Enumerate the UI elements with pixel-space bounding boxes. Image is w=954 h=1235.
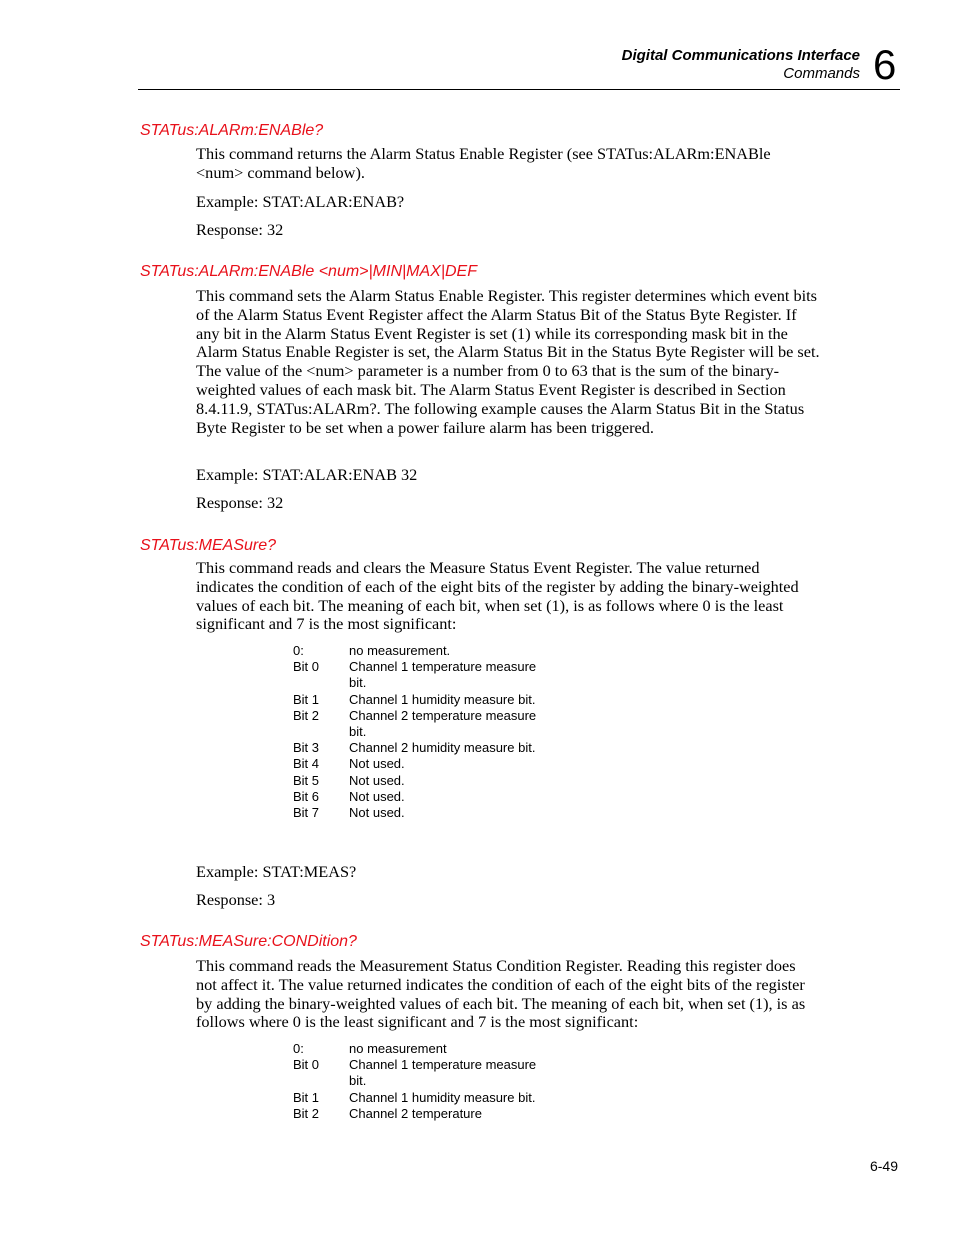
bit-row <box>293 1041 539 1057</box>
bit-label: Bit 2 <box>293 1105 320 1121</box>
example-alarm-enable-query: Example: STAT:ALAR:ENAB? <box>196 192 405 211</box>
bit-description: Not used. <box>349 772 405 788</box>
bit-label: Bit 3 <box>293 740 320 756</box>
bit-label: 0: <box>293 643 304 658</box>
bit-row <box>293 643 539 659</box>
bit-description: Channel 2 temperature measure bit. <box>349 707 537 740</box>
bit-row <box>293 789 539 805</box>
response-alarm-enable-query: Response: 32 <box>196 220 284 239</box>
bit-list-measure-condition <box>293 1041 539 1122</box>
example-measure-query: Example: STAT:MEAS? <box>196 862 357 881</box>
bit-label: Bit 7 <box>293 805 320 821</box>
bit-row <box>293 756 539 772</box>
bit-description: Channel 1 temperature measure bit. <box>349 1057 537 1089</box>
running-header-title: Digital Communications Interface <box>621 47 860 64</box>
heading-alarm-enable-query: STATus:ALARm:ENABle? <box>140 122 324 139</box>
example-alarm-enable-set: Example: STAT:ALAR:ENAB 32 <box>196 465 418 484</box>
bit-description: no measurement. <box>349 643 451 658</box>
bit-description: Not used. <box>349 788 405 804</box>
bit-row <box>293 659 539 691</box>
response-measure-query: Response: 3 <box>196 890 276 909</box>
bit-row <box>293 708 539 740</box>
bit-description: Not used. <box>349 805 405 821</box>
bit-list-measure-query <box>293 643 539 821</box>
bit-description: no measurement <box>349 1041 447 1056</box>
paragraph-alarm-enable-set: This command sets the Alarm Status Enable Register. This register determines which event bits of the Alarm Status Event Register affect the Alarm Status Bit of the Status Byte Register. If any bit in the Alarm Status Event Register is set (1) while its corresponding mask bit in the Alarm Status Enable Register is set, the Alarm Status Bit in the Status Byte Register will be set. The value of the <num> parameter is a number from 0 to 63 that is the sum of the binary-weighted values of each mask bit. The Alarm Status Event Register is described in Section 8.4.11.9, STATus:ALARm?. The following example causes the Alarm Status Bit in the Status Byte Register to be set when a power failure alarm has been triggered. <box>196 286 820 437</box>
bit-label: Bit 6 <box>293 788 320 804</box>
bit-label: Bit 5 <box>293 772 320 788</box>
bit-row <box>293 773 539 789</box>
bit-description: Channel 1 temperature measure bit. <box>349 659 537 691</box>
paragraph-alarm-enable-query: This command returns the Alarm Status Enable Register (see STATus:ALARm:ENABle <num> command below). <box>196 144 771 182</box>
bit-label: Bit 0 <box>293 659 320 675</box>
bit-label: Bit 4 <box>293 756 320 772</box>
bit-label: Bit 1 <box>293 1089 320 1105</box>
response-alarm-enable-set: Response: 32 <box>196 493 284 512</box>
running-header-subtitle: Commands <box>783 65 860 82</box>
bit-label: Bit 2 <box>293 707 320 723</box>
bit-row <box>293 805 539 821</box>
bit-label: 0: <box>293 1041 304 1056</box>
bit-description: Channel 2 humidity measure bit. <box>349 740 536 756</box>
bit-description: Not used. <box>349 756 405 772</box>
paragraph-measure-condition: This command reads the Measurement Status Condition Register. Reading this register does not affect it. The value returned indicates the condition of each of the eight bits of the register by adding the binary-weighted values of each bit. The meaning of each bit, when set (1), is as follows where 0 is the least significant and 7 is the most significant: <box>196 956 806 1032</box>
chapter-number: 6 <box>873 41 897 88</box>
bit-description: Channel 2 temperature <box>349 1105 482 1121</box>
page-number: 6-49 <box>869 1158 898 1174</box>
bit-label: Bit 0 <box>293 1057 320 1073</box>
bit-label: Bit 1 <box>293 691 320 707</box>
heading-measure-query: STATus:MEASure? <box>140 537 277 554</box>
bit-row <box>293 1090 539 1106</box>
paragraph-measure-query: This command reads and clears the Measure Status Event Register. The value returned indicates the condition of each of the eight bits of the register by adding the binary-weighted values of each bit. The meaning of each bit, when set (1), is as follows where 0 is the least significant and 7 is the most significant: <box>196 558 799 634</box>
bit-description: Channel 1 humidity measure bit. <box>349 691 536 707</box>
bit-description: Channel 1 humidity measure bit. <box>349 1089 536 1105</box>
heading-measure-condition: STATus:MEASure:CONDition? <box>140 933 357 950</box>
bit-row <box>293 692 539 708</box>
heading-alarm-enable-set: STATus:ALARm:ENABle <num>|MIN|MAX|DEF <box>140 263 477 280</box>
header-rule <box>138 89 900 90</box>
bit-row <box>293 1057 539 1089</box>
bit-row <box>293 1106 539 1122</box>
bit-row <box>293 740 539 756</box>
